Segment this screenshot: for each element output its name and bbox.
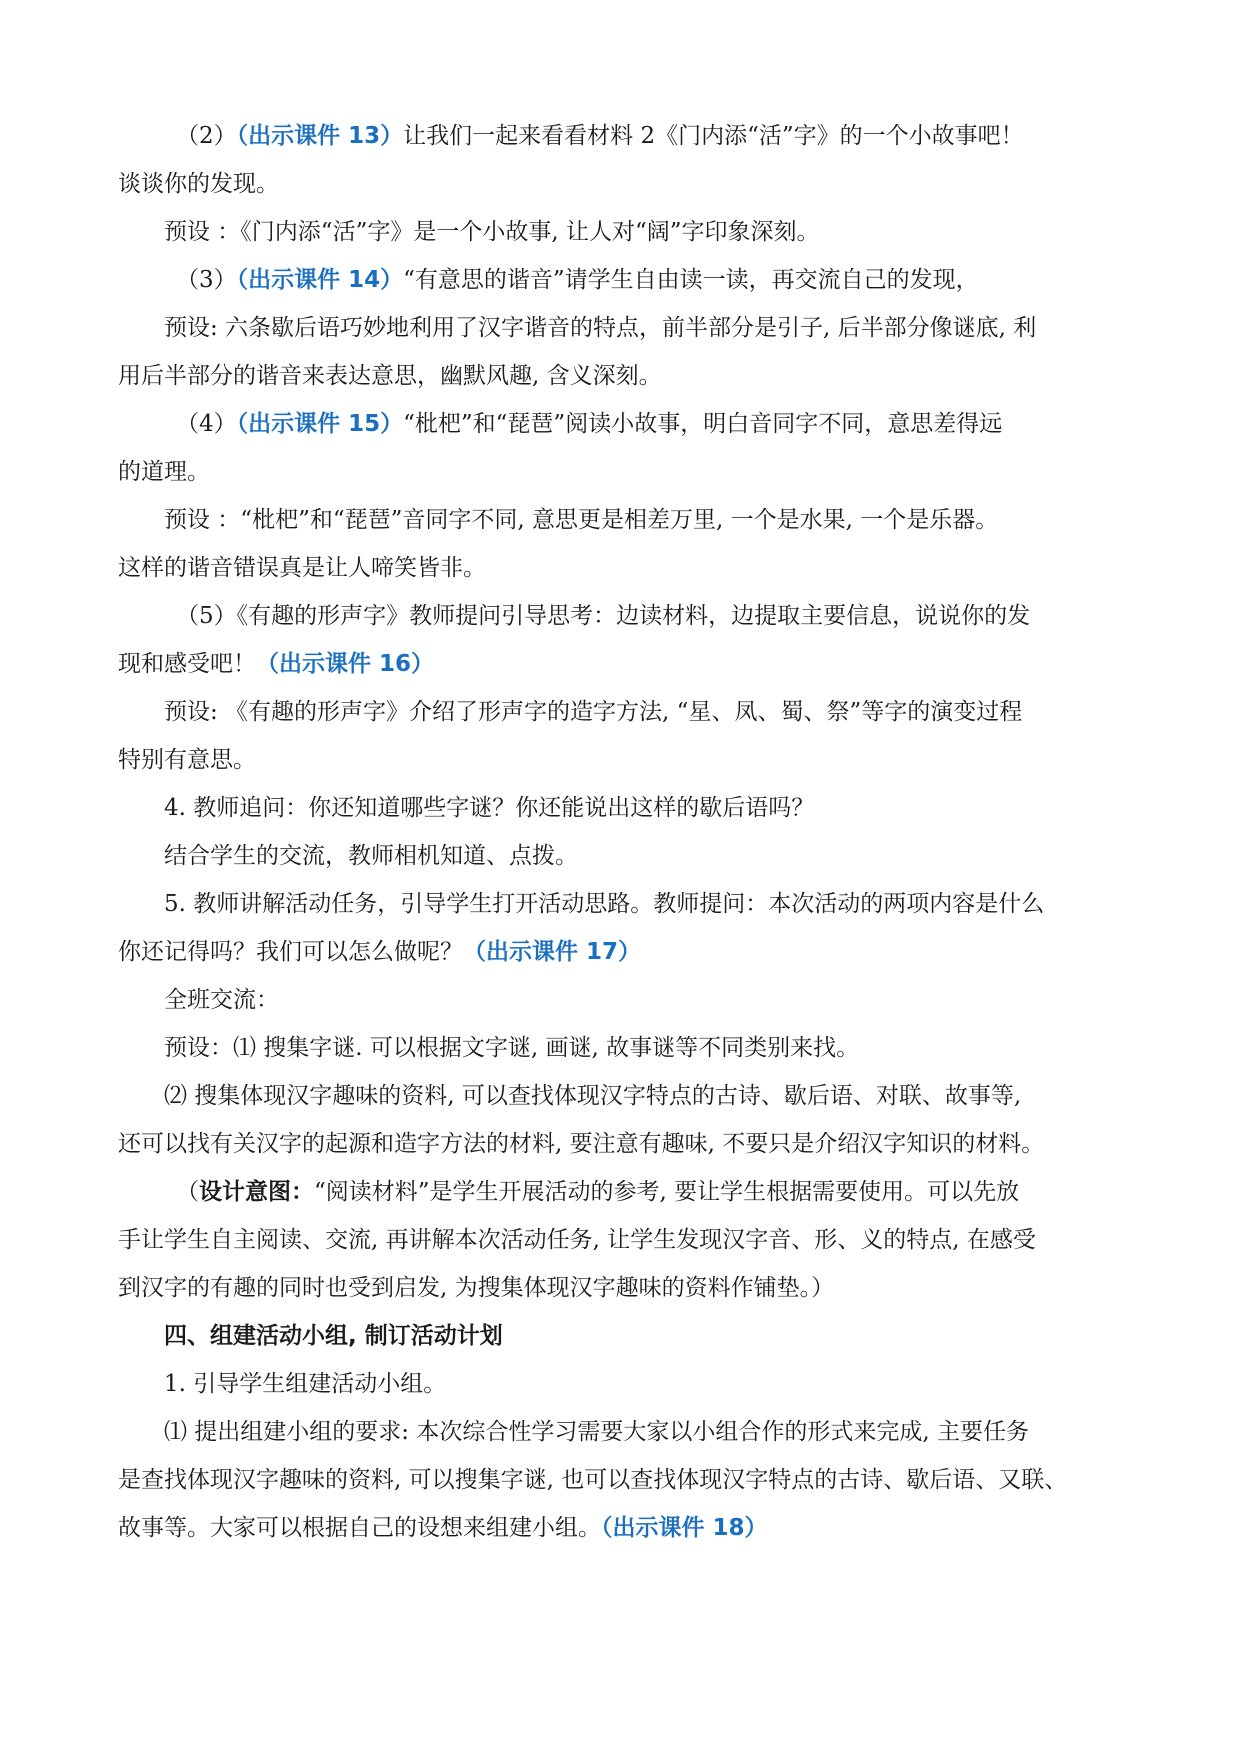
item-number: （3）	[176, 267, 237, 293]
paren-open: （	[176, 1179, 199, 1205]
paragraph-continuation: 到汉字的有趣的同时也受到启发, 为搜集体现汉字趣味的资料作铺垫。）	[118, 1275, 835, 1301]
preset-paragraph: 预设 ：《门内添“活”字》是一个小故事, 让人对“阔”字印象深刻。	[164, 219, 820, 245]
paragraph-item-5: （5）《有趣的形声字》教师提问引导思考：边读材料，边提取主要信息，说说你的发	[176, 603, 1031, 629]
step-5-paragraph: 5. 教师讲解活动任务，引导学生打开活动思路。教师提问：本次活动的两项内容是什么	[164, 891, 1045, 917]
paragraph-text: 让我们一起来看看材料 2《门内添“活”字》的一个小故事吧！	[403, 123, 1024, 149]
paragraph-text: “枇杷”和“琵琶”阅读小故事，明白音同字不同，意思差得远	[403, 411, 1003, 437]
paragraph-continuation	[118, 1504, 1128, 1552]
paragraph-continuation	[118, 640, 1128, 688]
paragraph-item-2	[118, 112, 1128, 160]
courseware-ref-16: （出示课件 16）	[256, 651, 435, 677]
paragraph-text: ⑵ 搜集体现汉字趣味的资料, 可以查找体现汉字特点的古诗、歇后语、对联、故事等,	[164, 1083, 1022, 1109]
paragraph-continuation: 谈谈你的发现。	[118, 171, 279, 197]
design-intent-label: 设计意图：	[199, 1179, 314, 1205]
paragraph-text: 现和感受吧！	[118, 651, 256, 677]
preset-paragraph: 预设: 六条歇后语巧妙地利用了汉字谐音的特点，前半部分是引子, 后半部分像谜底, 利	[164, 315, 1037, 341]
paragraph-text: “有意思的谐音”请学生自由读一读，再交流自己的发现，	[403, 267, 979, 293]
paragraph-continuation: 用后半部分的谐音来表达意思，幽默风趣, 含义深刻。	[118, 363, 662, 389]
preset-paragraph: 预设：⑴ 搜集字谜. 可以根据文字谜, 画谜, 故事谜等不同类别来找。	[164, 1035, 860, 1061]
paragraph-text: 全班交流：	[164, 987, 279, 1013]
courseware-ref-17: （出示课件 17）	[463, 939, 642, 965]
paragraph-continuation: 手让学生自主阅读、交流, 再讲解本次活动任务, 让学生发现汉字音、形、义的特点, 在感受	[118, 1227, 1036, 1253]
paragraph-continuation: 特别有意思。	[118, 747, 256, 773]
paragraph-continuation: 是查找体现汉字趣味的资料, 可以搜集字谜, 也可以查找体现汉字特点的古诗、歇后语、又联、	[118, 1467, 1068, 1493]
paragraph-text: 结合学生的交流，教师相机知道、点拨。	[164, 843, 578, 869]
courseware-ref-18: （出示课件 18）	[601, 1515, 768, 1541]
paragraph-text: 故事等。大家可以根据自己的设想来组建小组。	[118, 1515, 601, 1541]
step-1-paragraph: 1. 引导学生组建活动小组。	[164, 1371, 447, 1397]
paragraph-continuation: 还可以找有关汉字的起源和造字方法的材料, 要注意有趣味, 不要只是介绍汉字知识的材料。	[118, 1131, 1045, 1157]
step-4-paragraph: 4. 教师追问：你还知道哪些字谜？你还能说出这样的歇后语吗？	[164, 795, 815, 821]
paragraph-text: 你还记得吗？我们可以怎么做呢？	[118, 939, 463, 965]
preset-paragraph: 预设: 《有趣的形声字》介绍了形声字的造字方法, “星、凤、蜀、祭”等字的演变过程	[164, 699, 1023, 725]
paragraph-item-3	[118, 256, 1128, 304]
preset-paragraph: 预设 ：“枇杷”和“琵琶”音同字不同, 意思更是相差万里, 一个是水果, 一个是乐器。	[164, 507, 999, 533]
paragraph-item-4	[118, 400, 1128, 448]
paragraph-continuation	[118, 928, 1128, 976]
document-body	[118, 112, 1128, 1552]
paragraph-continuation: 的道理。	[118, 459, 210, 485]
courseware-ref-15: （出示课件 15）	[236, 411, 404, 437]
courseware-ref-14: （出示课件 14）	[236, 267, 404, 293]
paragraph-continuation: 这样的谐音错误真是让人啼笑皆非。	[118, 555, 486, 581]
paragraph-text: ⑴ 提出组建小组的要求: 本次综合性学习需要大家以小组合作的形式来完成, 主要任务	[164, 1419, 1029, 1445]
design-intent-paragraph	[118, 1168, 1128, 1216]
section-heading: 四、组建活动小组, 制订活动计划	[164, 1323, 503, 1349]
courseware-ref-13: （出示课件 13）	[236, 123, 404, 149]
item-number: （2）	[176, 123, 237, 149]
item-number: （4）	[176, 411, 237, 437]
paragraph-text: “阅读材料”是学生开展活动的参考, 要让学生根据需要使用。可以先放	[314, 1179, 1020, 1205]
